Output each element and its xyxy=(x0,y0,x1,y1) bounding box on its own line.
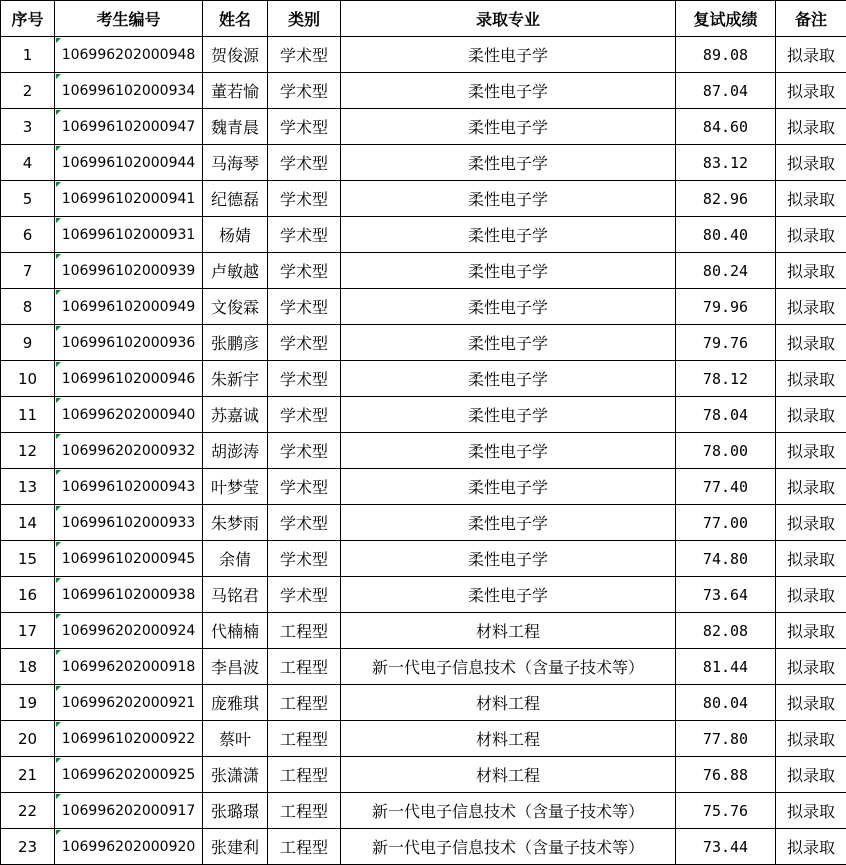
cell-no: 21 xyxy=(1,757,55,793)
cell-no: 3 xyxy=(1,109,55,145)
cell-exam-id: 106996102000943 xyxy=(55,469,203,505)
cell-name: 卢敏越 xyxy=(203,253,268,289)
cell-no: 12 xyxy=(1,433,55,469)
cell-category: 学术型 xyxy=(268,325,341,361)
header-remark: 备注 xyxy=(776,1,846,37)
cell-exam-id: 106996202000920 xyxy=(55,829,203,865)
table-row xyxy=(1,217,846,253)
cell-remark: 拟录取 xyxy=(776,397,846,433)
header-name: 姓名 xyxy=(203,1,268,37)
cell-category: 学术型 xyxy=(268,181,341,217)
cell-exam-id: 106996102000938 xyxy=(55,577,203,613)
cell-name: 余倩 xyxy=(203,541,268,577)
cell-category: 学术型 xyxy=(268,73,341,109)
cell-no: 17 xyxy=(1,613,55,649)
cell-category: 工程型 xyxy=(268,649,341,685)
cell-score: 78.12 xyxy=(676,361,776,397)
cell-name: 纪德磊 xyxy=(203,181,268,217)
table-row xyxy=(1,397,846,433)
cell-name: 胡澎涛 xyxy=(203,433,268,469)
cell-score: 83.12 xyxy=(676,145,776,181)
cell-score: 79.96 xyxy=(676,289,776,325)
table-row xyxy=(1,757,846,793)
cell-category: 工程型 xyxy=(268,685,341,721)
cell-name: 魏青晨 xyxy=(203,109,268,145)
cell-exam-id: 106996202000924 xyxy=(55,613,203,649)
table-row xyxy=(1,361,846,397)
cell-remark: 拟录取 xyxy=(776,829,846,865)
cell-major: 柔性电子学 xyxy=(341,433,676,469)
cell-major: 柔性电子学 xyxy=(341,181,676,217)
table-row xyxy=(1,505,846,541)
table-row xyxy=(1,469,846,505)
cell-exam-id: 106996202000925 xyxy=(55,757,203,793)
cell-major: 柔性电子学 xyxy=(341,325,676,361)
cell-exam-id: 106996102000936 xyxy=(55,325,203,361)
cell-score: 87.04 xyxy=(676,73,776,109)
cell-exam-id: 106996202000948 xyxy=(55,37,203,73)
cell-remark: 拟录取 xyxy=(776,325,846,361)
cell-no: 19 xyxy=(1,685,55,721)
cell-no: 9 xyxy=(1,325,55,361)
cell-remark: 拟录取 xyxy=(776,433,846,469)
table-row xyxy=(1,37,846,73)
cell-major: 柔性电子学 xyxy=(341,541,676,577)
cell-remark: 拟录取 xyxy=(776,685,846,721)
cell-remark: 拟录取 xyxy=(776,577,846,613)
cell-category: 学术型 xyxy=(268,289,341,325)
cell-exam-id: 106996102000939 xyxy=(55,253,203,289)
cell-category: 学术型 xyxy=(268,145,341,181)
cell-score: 76.88 xyxy=(676,757,776,793)
cell-no: 5 xyxy=(1,181,55,217)
cell-score: 80.04 xyxy=(676,685,776,721)
cell-remark: 拟录取 xyxy=(776,721,846,757)
cell-remark: 拟录取 xyxy=(776,289,846,325)
cell-category: 工程型 xyxy=(268,613,341,649)
cell-category: 学术型 xyxy=(268,505,341,541)
cell-no: 7 xyxy=(1,253,55,289)
cell-score: 81.44 xyxy=(676,649,776,685)
cell-remark: 拟录取 xyxy=(776,361,846,397)
cell-major: 柔性电子学 xyxy=(341,253,676,289)
cell-remark: 拟录取 xyxy=(776,793,846,829)
cell-major: 柔性电子学 xyxy=(341,145,676,181)
cell-major: 柔性电子学 xyxy=(341,37,676,73)
table-row xyxy=(1,145,846,181)
cell-remark: 拟录取 xyxy=(776,541,846,577)
cell-name: 李昌波 xyxy=(203,649,268,685)
cell-name: 马铭君 xyxy=(203,577,268,613)
table-row xyxy=(1,325,846,361)
cell-major: 新一代电子信息技术（含量子技术等） xyxy=(341,649,676,685)
cell-category: 工程型 xyxy=(268,721,341,757)
cell-name: 庞雅琪 xyxy=(203,685,268,721)
cell-exam-id: 106996102000934 xyxy=(55,73,203,109)
cell-name: 杨婧 xyxy=(203,217,268,253)
cell-score: 82.96 xyxy=(676,181,776,217)
cell-exam-id: 106996102000946 xyxy=(55,361,203,397)
cell-exam-id: 106996102000944 xyxy=(55,145,203,181)
cell-exam-id: 106996102000945 xyxy=(55,541,203,577)
cell-major: 柔性电子学 xyxy=(341,577,676,613)
cell-major: 新一代电子信息技术（含量子技术等） xyxy=(341,829,676,865)
cell-no: 23 xyxy=(1,829,55,865)
header-no: 序号 xyxy=(1,1,55,37)
cell-no: 6 xyxy=(1,217,55,253)
cell-remark: 拟录取 xyxy=(776,613,846,649)
cell-category: 学术型 xyxy=(268,217,341,253)
cell-name: 董若愉 xyxy=(203,73,268,109)
cell-score: 74.80 xyxy=(676,541,776,577)
header-exam-id: 考生编号 xyxy=(55,1,203,37)
cell-major: 柔性电子学 xyxy=(341,505,676,541)
cell-exam-id: 106996102000949 xyxy=(55,289,203,325)
cell-score: 73.64 xyxy=(676,577,776,613)
cell-remark: 拟录取 xyxy=(776,217,846,253)
cell-name: 蔡叶 xyxy=(203,721,268,757)
cell-score: 89.08 xyxy=(676,37,776,73)
table-row xyxy=(1,433,846,469)
cell-category: 学术型 xyxy=(268,37,341,73)
cell-category: 工程型 xyxy=(268,757,341,793)
cell-category: 学术型 xyxy=(268,253,341,289)
table-row xyxy=(1,793,846,829)
cell-category: 学术型 xyxy=(268,109,341,145)
cell-major: 柔性电子学 xyxy=(341,469,676,505)
cell-no: 1 xyxy=(1,37,55,73)
cell-exam-id: 106996202000917 xyxy=(55,793,203,829)
cell-no: 11 xyxy=(1,397,55,433)
cell-score: 77.00 xyxy=(676,505,776,541)
cell-name: 代楠楠 xyxy=(203,613,268,649)
cell-major: 柔性电子学 xyxy=(341,73,676,109)
table-row xyxy=(1,181,846,217)
cell-remark: 拟录取 xyxy=(776,73,846,109)
cell-name: 张潇潇 xyxy=(203,757,268,793)
table-row xyxy=(1,109,846,145)
cell-exam-id: 106996202000921 xyxy=(55,685,203,721)
cell-major: 柔性电子学 xyxy=(341,361,676,397)
cell-no: 22 xyxy=(1,793,55,829)
table-row xyxy=(1,289,846,325)
cell-exam-id: 106996102000941 xyxy=(55,181,203,217)
cell-no: 8 xyxy=(1,289,55,325)
cell-exam-id: 106996102000947 xyxy=(55,109,203,145)
table-row xyxy=(1,541,846,577)
cell-score: 79.76 xyxy=(676,325,776,361)
cell-remark: 拟录取 xyxy=(776,181,846,217)
cell-category: 学术型 xyxy=(268,397,341,433)
cell-score: 73.44 xyxy=(676,829,776,865)
cell-major: 柔性电子学 xyxy=(341,109,676,145)
cell-remark: 拟录取 xyxy=(776,505,846,541)
cell-no: 20 xyxy=(1,721,55,757)
header-row xyxy=(1,1,846,37)
cell-no: 14 xyxy=(1,505,55,541)
cell-remark: 拟录取 xyxy=(776,145,846,181)
header-score: 复试成绩 xyxy=(676,1,776,37)
cell-major: 柔性电子学 xyxy=(341,217,676,253)
cell-category: 工程型 xyxy=(268,793,341,829)
cell-name: 张璐璟 xyxy=(203,793,268,829)
cell-name: 张建利 xyxy=(203,829,268,865)
cell-no: 13 xyxy=(1,469,55,505)
cell-no: 10 xyxy=(1,361,55,397)
cell-name: 文俊霖 xyxy=(203,289,268,325)
table-row xyxy=(1,829,846,865)
table-row xyxy=(1,577,846,613)
cell-remark: 拟录取 xyxy=(776,253,846,289)
header-category: 类别 xyxy=(268,1,341,37)
cell-category: 工程型 xyxy=(268,829,341,865)
cell-score: 82.08 xyxy=(676,613,776,649)
cell-no: 18 xyxy=(1,649,55,685)
table-row xyxy=(1,721,846,757)
table-row xyxy=(1,613,846,649)
cell-remark: 拟录取 xyxy=(776,37,846,73)
cell-category: 学术型 xyxy=(268,433,341,469)
cell-name: 马海琴 xyxy=(203,145,268,181)
cell-exam-id: 106996102000931 xyxy=(55,217,203,253)
cell-major: 材料工程 xyxy=(341,613,676,649)
cell-score: 84.60 xyxy=(676,109,776,145)
cell-no: 16 xyxy=(1,577,55,613)
cell-major: 新一代电子信息技术（含量子技术等） xyxy=(341,793,676,829)
cell-remark: 拟录取 xyxy=(776,757,846,793)
cell-name: 朱梦雨 xyxy=(203,505,268,541)
cell-remark: 拟录取 xyxy=(776,469,846,505)
cell-score: 80.40 xyxy=(676,217,776,253)
cell-score: 77.80 xyxy=(676,721,776,757)
cell-name: 张鹏彦 xyxy=(203,325,268,361)
cell-category: 学术型 xyxy=(268,469,341,505)
cell-category: 学术型 xyxy=(268,361,341,397)
cell-exam-id: 106996202000940 xyxy=(55,397,203,433)
cell-name: 叶梦莹 xyxy=(203,469,268,505)
table-row xyxy=(1,253,846,289)
cell-major: 材料工程 xyxy=(341,721,676,757)
cell-score: 80.24 xyxy=(676,253,776,289)
cell-score: 78.04 xyxy=(676,397,776,433)
table-row xyxy=(1,649,846,685)
cell-exam-id: 106996102000933 xyxy=(55,505,203,541)
cell-major: 柔性电子学 xyxy=(341,289,676,325)
cell-major: 材料工程 xyxy=(341,685,676,721)
cell-no: 15 xyxy=(1,541,55,577)
cell-score: 75.76 xyxy=(676,793,776,829)
cell-remark: 拟录取 xyxy=(776,109,846,145)
cell-score: 78.00 xyxy=(676,433,776,469)
cell-exam-id: 106996202000918 xyxy=(55,649,203,685)
table-row xyxy=(1,685,846,721)
cell-category: 学术型 xyxy=(268,577,341,613)
cell-major: 材料工程 xyxy=(341,757,676,793)
table-row xyxy=(1,73,846,109)
cell-major: 柔性电子学 xyxy=(341,397,676,433)
cell-category: 学术型 xyxy=(268,541,341,577)
cell-remark: 拟录取 xyxy=(776,649,846,685)
cell-name: 朱新宇 xyxy=(203,361,268,397)
cell-exam-id: 106996102000922 xyxy=(55,721,203,757)
header-major: 录取专业 xyxy=(341,1,676,37)
cell-name: 苏嘉诚 xyxy=(203,397,268,433)
cell-exam-id: 106996202000932 xyxy=(55,433,203,469)
cell-no: 4 xyxy=(1,145,55,181)
cell-no: 2 xyxy=(1,73,55,109)
cell-name: 贺俊源 xyxy=(203,37,268,73)
cell-score: 77.40 xyxy=(676,469,776,505)
